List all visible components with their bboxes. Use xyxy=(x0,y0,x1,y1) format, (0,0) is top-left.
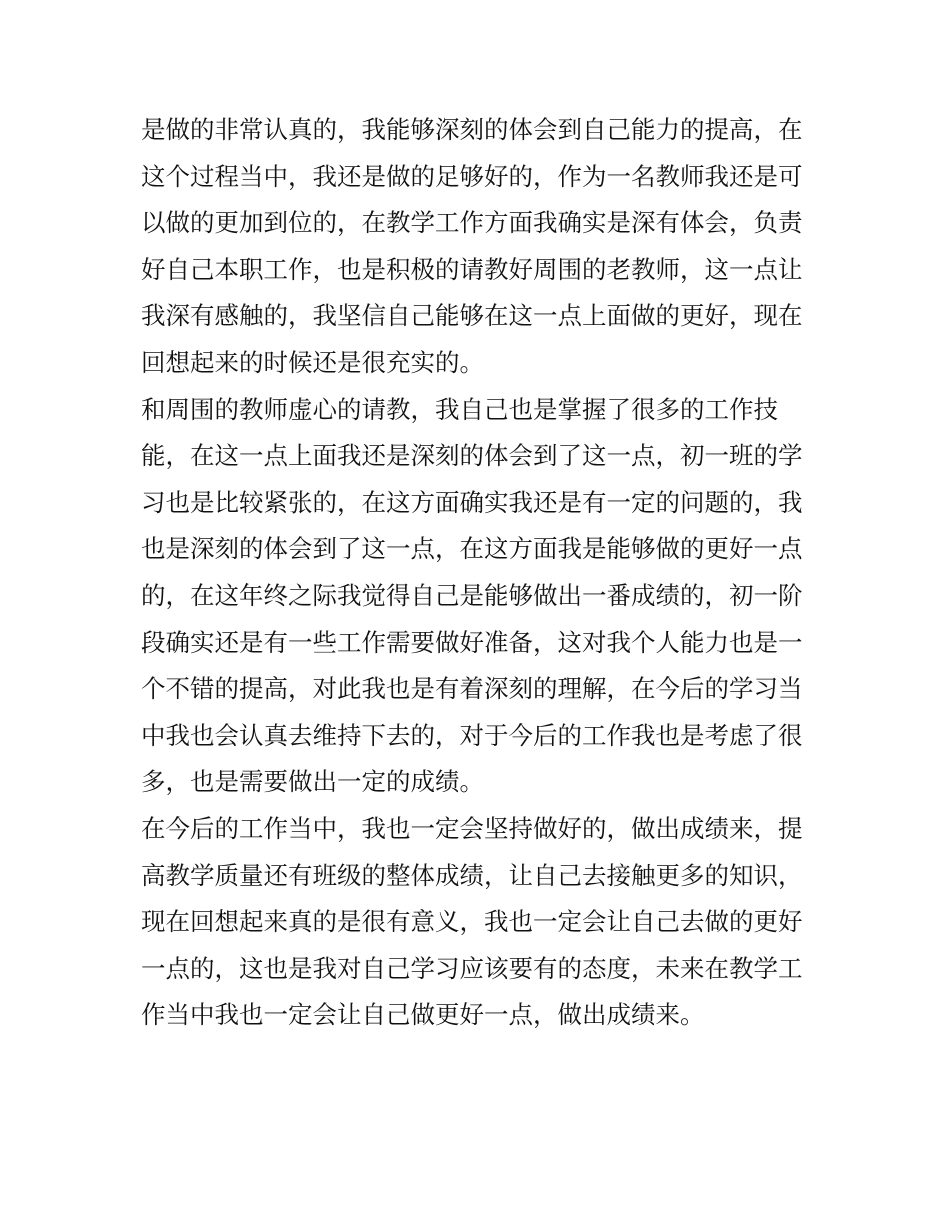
text-line: 也是深刻的体会到了这一点，在这方面我是能够做的更好一点 xyxy=(141,534,803,564)
text-line: 的，在这年终之际我觉得自己是能够做出一番成绩的，初一阶 xyxy=(141,580,803,610)
text-line: 回想起来的时候还是很充实的。 xyxy=(141,347,484,377)
text-line: 现在回想起来真的是很有意义，我也一定会让自己去做的更好 xyxy=(141,907,803,937)
text-line: 个不错的提高，对此我也是有着深刻的理解，在今后的学习当 xyxy=(141,674,803,704)
text-line: 这个过程当中，我还是做的足够好的，作为一名教师我还是可 xyxy=(141,161,803,191)
text-line: 作当中我也一定会让自己做更好一点，做出成绩来。 xyxy=(141,1000,705,1030)
text-line: 以做的更加到位的，在教学工作方面我确实是深有体会，负责 xyxy=(141,208,803,238)
text-line: 能，在这一点上面我还是深刻的体会到了这一点，初一班的学 xyxy=(141,441,803,471)
text-line: 在今后的工作当中，我也一定会坚持做好的，做出成绩来，提 xyxy=(141,813,803,843)
text-line: 习也是比较紧张的，在这方面确实我还是有一定的问题的，我 xyxy=(141,487,803,517)
text-line: 段确实还是有一些工作需要做好准备，这对我个人能力也是一 xyxy=(141,627,803,657)
text-line: 中我也会认真去维持下去的，对于今后的工作我也是考虑了很 xyxy=(141,720,803,750)
text-line: 高教学质量还有班级的整体成绩，让自己去接触更多的知识， xyxy=(141,860,803,890)
text-line: 我深有感触的，我坚信自己能够在这一点上面做的更好，现在 xyxy=(141,301,803,331)
text-line: 一点的，这也是我对自己学习应该要有的态度，未来在教学工 xyxy=(141,953,803,983)
document-body xyxy=(141,107,821,1039)
text-line: 和周围的教师虚心的请教，我自己也是掌握了很多的工作技 xyxy=(141,394,778,424)
text-line: 是做的非常认真的，我能够深刻的体会到自己能力的提高，在 xyxy=(141,115,803,144)
text-line: 好自己本职工作，也是积极的请教好周围的老教师，这一点让 xyxy=(141,254,803,284)
text-line: 多，也是需要做出一定的成绩。 xyxy=(141,767,484,797)
